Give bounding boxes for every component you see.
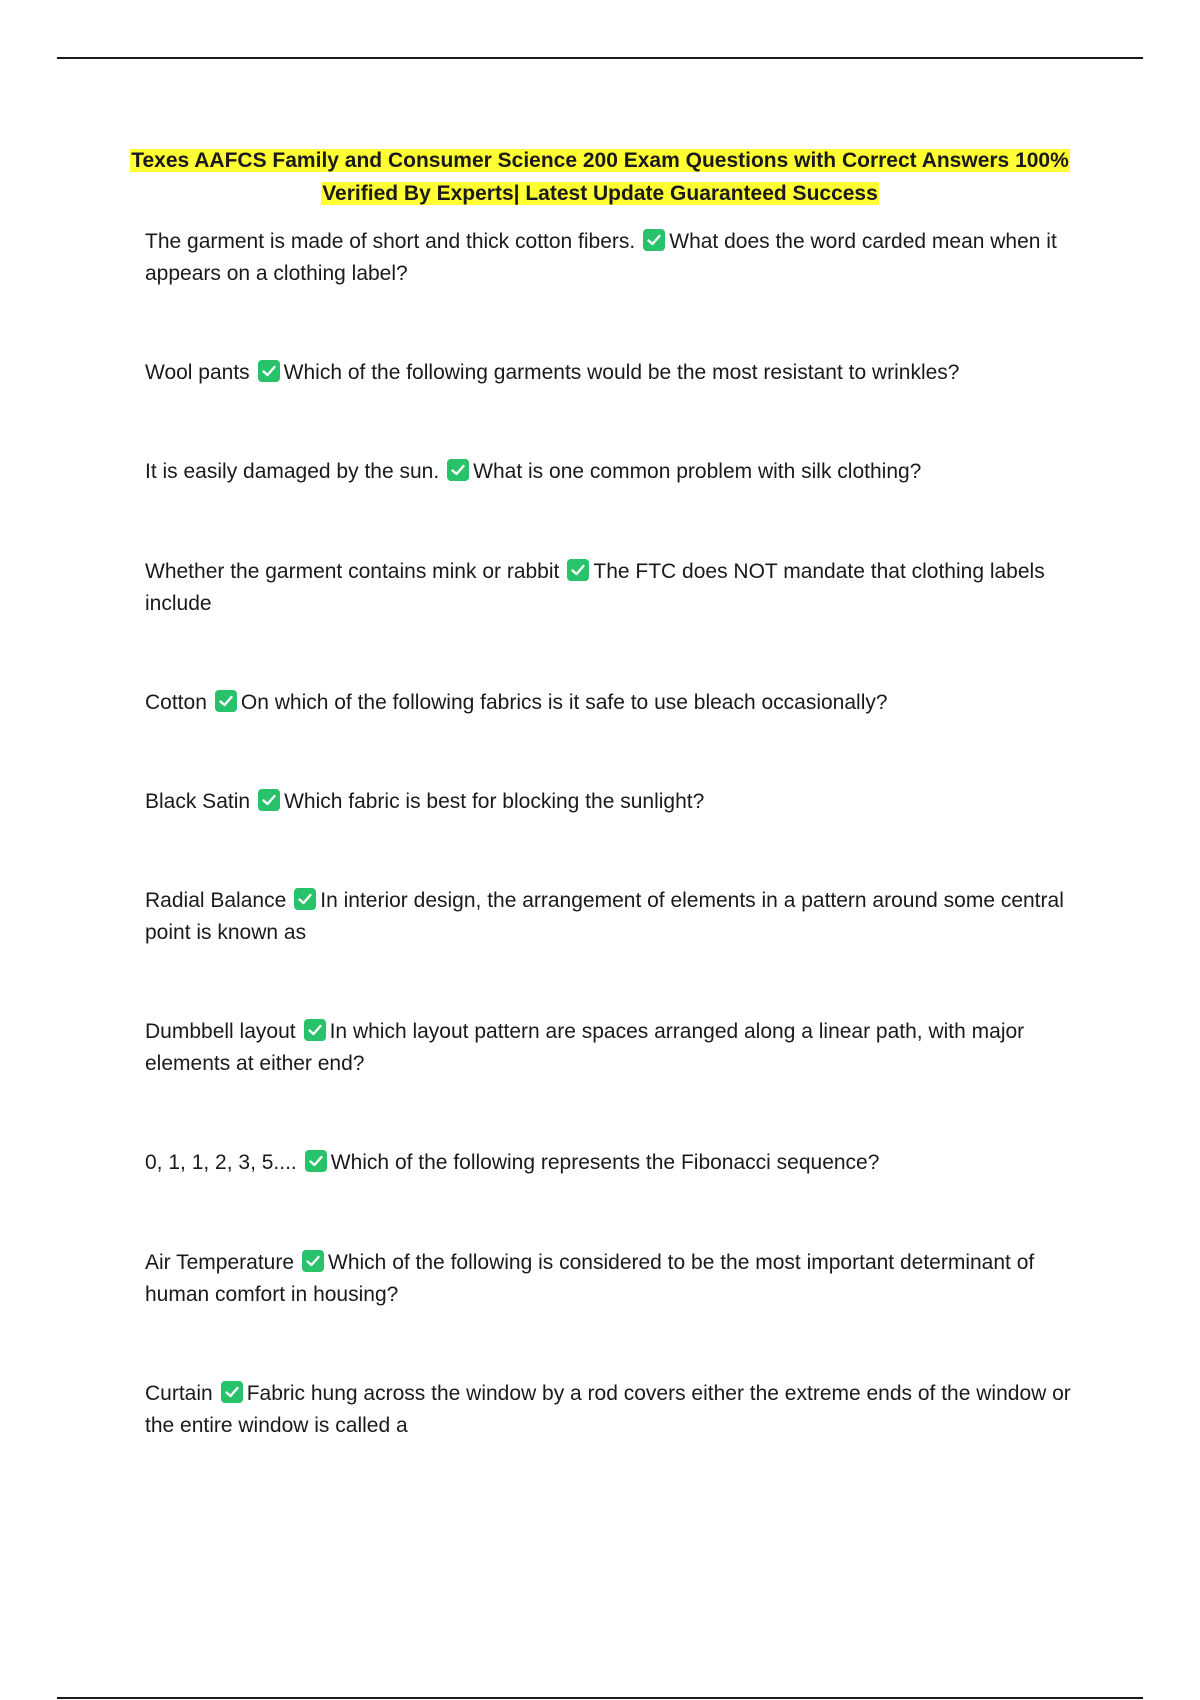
answer-text: Dumbbell layout: [145, 1020, 296, 1043]
answer-text: It is easily damaged by the sun.: [145, 460, 440, 483]
question-text: In interior design, the arrangement of elements in a pattern around some central point is known as: [145, 889, 1064, 944]
check-icon: [294, 888, 316, 910]
title-line-2: Verified By Experts| Latest Update Guaranteed Success: [322, 182, 878, 205]
answer-text: Air Temperature: [145, 1251, 295, 1274]
qa-item: [145, 1016, 1095, 1080]
check-icon: [302, 1250, 324, 1272]
answer-text: Radial Balance: [145, 889, 287, 912]
qa-item: [145, 556, 1095, 620]
answer-text: Wool pants: [145, 361, 250, 384]
qa-item: [145, 1247, 1095, 1311]
question-text: Which of the following represents the Fibonacci sequence?: [330, 1151, 880, 1174]
check-icon: [258, 360, 280, 382]
check-icon: [447, 459, 469, 481]
answer-text: Whether the garment contains mink or rabbit: [145, 560, 560, 583]
check-icon: [258, 789, 280, 811]
top-rule: [57, 57, 1143, 59]
question-text: Which fabric is best for blocking the sunlight?: [284, 790, 705, 813]
question-text: On which of the following fabrics is it safe to use bleach occasionally?: [240, 691, 888, 714]
answer-text: 0, 1, 1, 2, 3, 5....: [145, 1151, 297, 1174]
qa-item: [145, 1147, 1095, 1179]
qa-item: [145, 357, 1095, 389]
check-icon: [215, 690, 237, 712]
title-line-1: Texes AAFCS Family and Consumer Science 200 Exam Questions with Correct Answers 100%: [131, 149, 1069, 172]
qa-item: [145, 687, 1095, 719]
qa-item: [145, 456, 1095, 488]
question-text: Fabric hung across the window by a rod covers either the extreme ends of the window or the entire window is called a: [145, 1382, 1071, 1437]
answer-text: Cotton: [145, 691, 207, 714]
answer-text: Curtain: [145, 1382, 213, 1405]
qa-item: [145, 786, 1095, 818]
bottom-rule: [57, 1697, 1143, 1699]
question-text: Which of the following is considered to be the most important determinant of human comfort in housing?: [145, 1251, 1035, 1306]
answer-text: Black Satin: [145, 790, 251, 813]
check-icon: [567, 559, 589, 581]
check-icon: [643, 229, 665, 251]
question-text: What does the word carded mean when it appears on a clothing label?: [145, 230, 1057, 285]
qa-item: [145, 1378, 1095, 1442]
question-text: Which of the following garments would be the most resistant to wrinkles?: [283, 361, 960, 384]
qa-item: [145, 226, 1095, 290]
qa-item: [145, 885, 1095, 949]
check-icon: [305, 1150, 327, 1172]
question-text: What is one common problem with silk clothing?: [473, 460, 922, 483]
document-title: [120, 144, 1080, 210]
question-text: In which layout pattern are spaces arranged along a linear path, with major elements at either end?: [145, 1020, 1025, 1075]
check-icon: [304, 1019, 326, 1041]
question-text: The FTC does NOT mandate that clothing labels include: [145, 560, 1045, 615]
check-icon: [221, 1381, 243, 1403]
answer-text: The garment is made of short and thick cotton fibers.: [145, 230, 636, 253]
